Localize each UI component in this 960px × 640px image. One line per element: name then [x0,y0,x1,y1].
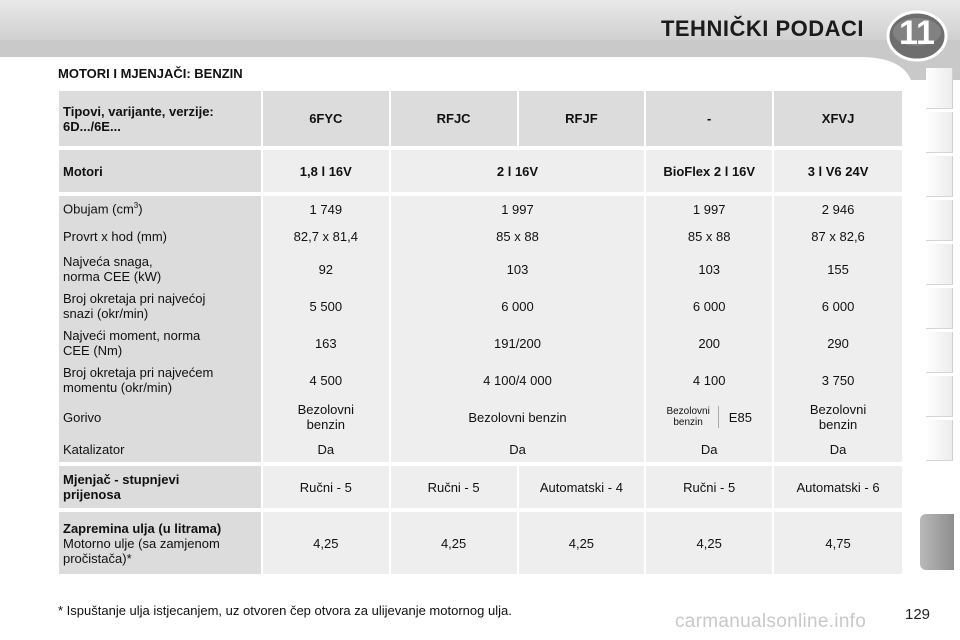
types-row [59,91,902,146]
side-tab[interactable] [926,200,953,241]
spec-value: 87 x 82,6 [774,222,902,250]
gearbox-value: Ručni - 5 [263,466,389,508]
spec-value: 6 000 [646,288,772,324]
engine-cell: 3 l V6 24V [774,150,902,192]
type-cell: XFVJ [774,91,902,146]
spec-value: 1 997 [391,196,645,222]
spec-value: 4 100 [646,362,772,398]
spec-value: Da [774,436,902,462]
spec-value: 155 [774,250,902,288]
type-cell: 6FYC [263,91,389,146]
footnote: * Ispuštanje ulja istjecanjem, uz otvoren čep otvora za ulijevanje motornog ulja. [58,603,512,618]
spec-label: Najveća snaga, norma CEE (kW) [59,250,261,288]
spec-value: Da [263,436,389,462]
spec-value: 6 000 [774,288,902,324]
oil-value: 4,25 [391,512,517,574]
spec-value: Bezolovni benzin [391,398,645,436]
spec-label: Broj okretaja pri najvećem momentu (okr/min) [59,362,261,398]
side-tab[interactable] [926,244,953,285]
chapter-number: 11 [899,14,935,52]
spec-label: Broj okretaja pri najvećoj snazi (okr/min) [59,288,261,324]
spec-value: 1 749 [263,196,389,222]
side-tab[interactable] [926,332,953,373]
spec-value: 103 [391,250,645,288]
spec-value: 85 x 88 [391,222,645,250]
spec-value: 191/200 [391,324,645,362]
spec-value: Da [391,436,645,462]
spec-value: 3 750 [774,362,902,398]
spec-row [59,324,902,362]
engine-cell: 1,8 l 16V [263,150,389,192]
type-cell: RFJC [391,91,517,146]
gearbox-value: Ručni - 5 [646,466,772,508]
side-tab-active[interactable] [920,514,954,570]
section-title: MOTORI I MJENJAČI: BENZIN [58,66,243,81]
types-label: Tipovi, varijante, verzije: 6D.../6E... [59,91,261,146]
oil-value: 4,25 [646,512,772,574]
gearbox-value: Automatski - 4 [519,466,645,508]
spec-value: Bezolovni benzin [263,398,389,436]
spec-value: 4 500 [263,362,389,398]
chapter-title: TEHNIČKI PODACI [660,16,864,41]
spec-value: 5 500 [263,288,389,324]
engine-cell: BioFlex 2 l 16V [646,150,772,192]
spec-value: 92 [263,250,389,288]
side-tab[interactable] [926,420,953,461]
oil-value: 4,25 [263,512,389,574]
spec-row [59,362,902,398]
spec-label: Obujam $(cm^3)$ [59,196,261,222]
spec-label: Provrt x hod (mm) [59,222,261,250]
spec-row [59,398,902,436]
spec-label: Katalizator [59,436,261,462]
spec-value: 200 [646,324,772,362]
side-tab[interactable] [926,68,953,109]
engines-row [59,150,902,192]
spec-value: Da [646,436,772,462]
oil-row [59,512,902,574]
side-tab[interactable] [926,156,953,197]
spec-value: 163 [263,324,389,362]
spec-value: 82,7 x 81,4 [263,222,389,250]
spec-row [59,288,902,324]
spec-row [59,196,902,222]
spec-row [59,250,902,288]
gearbox-value: Automatski - 6 [774,466,902,508]
side-tab[interactable] [926,112,953,153]
oil-value: 4,25 [519,512,645,574]
spec-value: 4 100/4 000 [391,362,645,398]
spec-value: Bezolovni benzin [774,398,902,436]
spec-value: 1 997 [646,196,772,222]
side-tab[interactable] [926,376,953,417]
spec-row [59,222,902,250]
oil-label: Zapremina ulja (u litrama) Motorno ulje (sa zamjenom pročistača)* [59,512,261,574]
spec-row [59,436,902,462]
engine-cell: 2 l 16V [391,150,645,192]
engine-spec-table [57,91,904,574]
spec-value: 2 946 [774,196,902,222]
side-tab[interactable] [926,288,953,329]
spec-value: 103 [646,250,772,288]
spec-value: 85 x 88 [646,222,772,250]
spec-label: Gorivo [59,398,261,436]
type-cell: - [646,91,772,146]
gearbox-row [59,466,902,508]
side-tabs [926,68,960,568]
type-cell: RFJF [519,91,645,146]
spec-value: 6 000 [391,288,645,324]
spec-label: Najveći moment, norma CEE (Nm) [59,324,261,362]
oil-value: 4,75 [774,512,902,574]
spec-value: Bezolovni benzin E85 [646,398,772,436]
gearbox-label: Mjenjač - stupnjevi prijenosa [59,466,261,508]
page-number: 129 [905,606,931,623]
spec-value: 290 [774,324,902,362]
gearbox-value: Ručni - 5 [391,466,517,508]
watermark: carmanualsonline.info [675,611,867,632]
engine-label: Motori [59,150,261,192]
